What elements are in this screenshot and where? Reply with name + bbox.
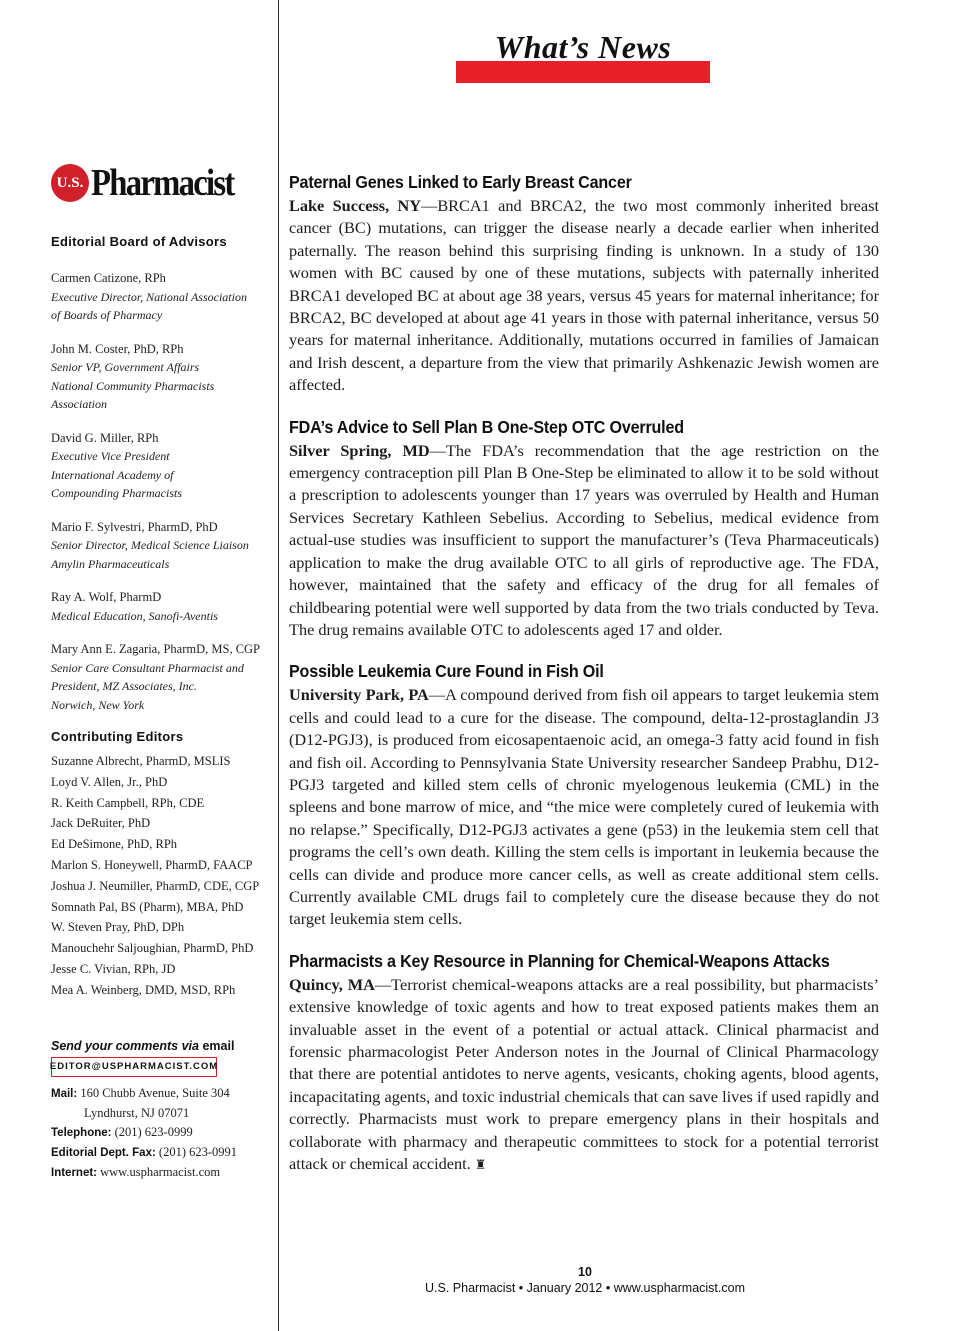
- contributing-editors-heading: Contributing Editors: [51, 729, 184, 744]
- contributing-editor: Jesse C. Vivian, RPh, JD: [51, 961, 176, 976]
- news-article: [289, 171, 879, 397]
- advisor-entry: [51, 640, 271, 714]
- article-body: [289, 684, 879, 930]
- advisor-name: Ray A. Wolf, PharmD: [51, 590, 162, 604]
- advisor-name: David G. Miller, RPh: [51, 430, 159, 445]
- advisory-board-heading: Editorial Board of Advisors: [51, 234, 227, 249]
- advisor-title-line: Compounding Pharmacists: [51, 486, 183, 500]
- advisor-entry: [51, 588, 271, 625]
- news-article: [289, 660, 879, 930]
- editor-list: [51, 751, 271, 1001]
- contributing-editor: Suzanne Albrecht, PharmD, MSLIS: [51, 754, 231, 768]
- advisor-title-line: International Academy of: [51, 467, 174, 482]
- advisor-entry: [51, 429, 271, 503]
- contact-info: [51, 1084, 271, 1183]
- advisor-name: Mario F. Sylvestri, PharmD, PhD: [51, 519, 218, 534]
- contributing-editor: Mea A. Weinberg, DMD, MSD, RPh: [51, 982, 236, 997]
- advisor-title-line: Executive Vice President: [51, 449, 170, 463]
- contributing-editor: Ed DeSimone, PhD, RPh: [51, 837, 178, 852]
- article-dateline: University Park, PA: [289, 685, 429, 705]
- news-article: [289, 950, 879, 1177]
- footer-publication-line: U.S. Pharmacist • January 2012 • www.uspharmacist.com: [425, 1281, 745, 1295]
- internet: [51, 1163, 271, 1183]
- us-pharmacist-logo: [51, 160, 271, 202]
- contributing-editor: Marlon S. Honeywell, PharmD, FAACP: [51, 857, 253, 872]
- logo-us-badge: U.S.: [51, 164, 89, 202]
- fax-number: (201) 623-0991: [158, 1144, 238, 1159]
- contributing-editor: W. Steven Pray, PhD, DPh: [51, 920, 185, 935]
- advisor-title-line: President, MZ Associates, Inc.: [51, 679, 197, 693]
- advisor-title-line: National Community Pharmacists: [51, 378, 215, 393]
- advisor-name: John M. Coster, PhD, RPh: [51, 341, 184, 356]
- article-body: [289, 974, 879, 1177]
- advisor-title-line: Amylin Pharmaceuticals: [51, 556, 170, 571]
- advisor-title-line: Norwich, New York: [51, 697, 145, 712]
- advisor-name: Carmen Catizone, RPh: [51, 271, 166, 285]
- article-headline: FDA’s Advice to Sell Plan B One-Step OTC Overruled: [289, 416, 684, 437]
- advisor-entry: [51, 340, 271, 414]
- article-text: —A compound derived from fish oil appears to target leukemia stem cells and could lead to a cure for the disease. The compound, delta-12-prostaglandin J3 (D12-PGJ3), is produced from eicosapentaenoic acid, an omega-3 fatty acid found in fish and fish oil. According to Pennsylvania State University researcher Sandeep Prabhu, D12-PGJ3 targeted and killed stem cells of chronic myelogenous leukemia (CML) in the spleens and bone marrow of mice, and “the mice were completely cured of leukemia with no relapse.” Specifically, D12-PGJ3 activates a gene (p53) in the leukemia stem cell that programs the cell’s own death. Killing the stem cells is important in leukemia because the cells can divide and produce more cancer cells, as well as create additional stem cells. Currently available CML drugs fail to completely cure the disease because they do not target leukemia stem cells.: [289, 685, 879, 929]
- contributing-editor: Somnath Pal, BS (Pharm), MBA, PhD: [51, 899, 244, 914]
- article-text: —The FDA’s recommendation that the age restriction on the emergency contraception pill Plan B One-Step be eliminated to allow it to be sold without a prescription to adolescents younger than 17 years was overruled by Health and Human Services Secretary Kathleen Sebelius. According to Sebelius, medical evidence from actual-use studies was insufficient to support the manufacturer’s (Teva Pharmaceuticals) application to make the drug available OTC to all girls of reproductive age. The FDA, however, maintained that the safety and efficacy of the drug for all females of childbearing potential were well supported by data from the two trials conducted by Teva. The drug remains available OTC to adolescents aged 17 and older.: [289, 440, 880, 639]
- advisor-entry: [51, 269, 271, 325]
- article-text: —BRCA1 and BRCA2, the two most commonly inherited breast cancer (BC) mutations, can trigger the disease nearly a decade earlier when inherited paternally. The reason behind this surprising finding is unknown. In a study of 130 women with BC caused by one of these mutations, subjects with paternally inherited BRCA1 developed BC at about age 38 years, versus 45 years for maternal inheritance; for BRCA2, BC developed at about age 41 years in those with paternal inheritance, versus 50 years for maternal inheritance. Additionally, mutations occurred in families of Jamaican and Irish descent, a departure from the view that primarily Ashkenazic Jewish women are affected.: [289, 196, 879, 395]
- email-wordmark: email: [202, 1038, 235, 1053]
- telephone-label: Telephone:: [51, 1126, 112, 1139]
- contributing-editor: Manouchehr Saljoughian, PharmD, PhD: [51, 941, 254, 956]
- advisor-title-line: Association: [51, 397, 107, 411]
- article-headline: Pharmacists a Key Resource in Planning for Chemical-Weapons Attacks: [289, 950, 830, 971]
- internet-label: Internet:: [51, 1166, 97, 1179]
- telephone-number: (201) 623-0999: [114, 1124, 193, 1139]
- mail-line-2: Lyndhurst, NJ 07071: [84, 1105, 190, 1120]
- advisor-title-line: Executive Director, National Association: [51, 289, 247, 304]
- contributing-editor: Jack DeRuiter, PhD: [51, 816, 151, 831]
- editor-email-link[interactable]: EDITOR@USPHARMACIST.COM: [51, 1057, 217, 1077]
- article-headline: Possible Leukemia Cure Found in Fish Oil: [289, 661, 604, 682]
- contributing-editor: R. Keith Campbell, RPh, CDE: [51, 795, 205, 810]
- page-number: 10: [578, 1265, 592, 1279]
- section-title: What’s News: [494, 29, 672, 65]
- end-of-article-icon: ♜: [474, 1157, 487, 1173]
- article-body: [289, 195, 879, 397]
- section-header: [456, 28, 710, 66]
- advisor-entry: [51, 518, 271, 574]
- website-link[interactable]: www.uspharmacist.com: [100, 1164, 221, 1179]
- send-comments-label: Send your comments via: [51, 1038, 199, 1053]
- mail-address: [51, 1084, 271, 1104]
- masthead-sidebar: [51, 160, 271, 1183]
- advisor-title-line: Senior Care Consultant Pharmacist and: [51, 660, 244, 675]
- article-dateline: Quincy, MA: [289, 974, 375, 994]
- logo-wordmark: Pharmacist: [91, 162, 234, 204]
- news-articles: [289, 171, 879, 1195]
- news-article: [289, 416, 879, 642]
- article-body: [289, 440, 879, 642]
- fax: [51, 1143, 271, 1163]
- telephone: [51, 1123, 271, 1143]
- article-dateline: Silver Spring, MD: [289, 440, 430, 460]
- page-footer: [280, 1265, 890, 1295]
- mail-line-1: 160 Chubb Avenue, Suite 304: [80, 1085, 230, 1100]
- article-text: —Terrorist chemical-weapons attacks are a real possibility, but pharmacists’ extensive knowledge of toxic agents and how to treat exposed patients makes them an invaluable asset in the event of a potential or actual attack. Clinical pharmacist and forensic pharmacologist Peter Anderson notes in the Journal of Clinical Pharmacology that there are potential antidotes to nerve agents, vesicants, choking agents, blood agents, incapacitating agents, and toxic industrial chemicals that can save lives if used rapidly and correctly. Pharmacists must work to prepare emergency plans in their hospitals and collaborate with pharmacy and therapeutic committees to stock for a potential terrorist attack or chemical accident.: [289, 974, 879, 1174]
- advisor-title-line: Medical Education, Sanofi-Aventis: [51, 608, 218, 623]
- advisor-title-line: of Boards of Pharmacy: [51, 308, 163, 322]
- advisor-title-line: Senior VP, Government Affairs: [51, 360, 200, 374]
- article-headline: Paternal Genes Linked to Early Breast Cancer: [289, 172, 632, 192]
- advisor-name: Mary Ann E. Zagaria, PharmD, MS, CGP: [51, 642, 261, 656]
- fax-label: Editorial Dept. Fax:: [51, 1146, 156, 1159]
- column-divider: [278, 0, 279, 1331]
- advisor-list: [51, 269, 271, 714]
- contributing-editor: Loyd V. Allen, Jr., PhD: [51, 774, 168, 789]
- contributing-editor: Joshua J. Neumiller, PharmD, CDE, CGP: [51, 878, 260, 893]
- send-comments-line: [51, 1039, 271, 1053]
- advisor-title-line: Senior Director, Medical Science Liaison: [51, 538, 249, 552]
- mail-label: Mail:: [51, 1087, 78, 1100]
- article-dateline: Lake Success, NY: [289, 196, 422, 215]
